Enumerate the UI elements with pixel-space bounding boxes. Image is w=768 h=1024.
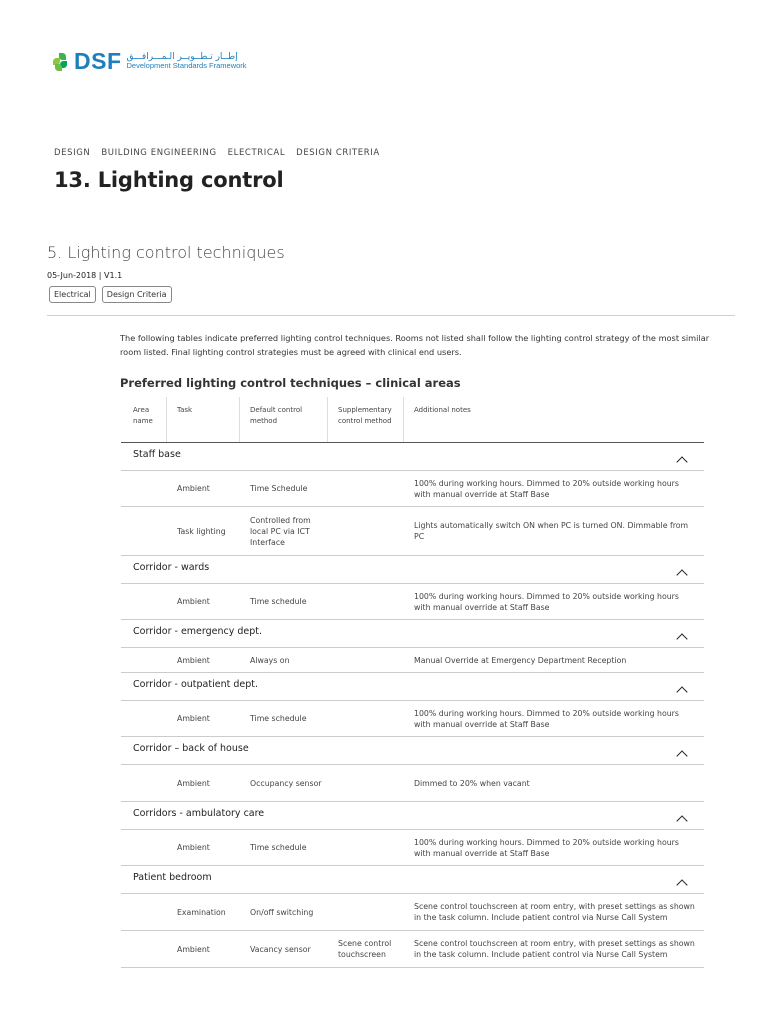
cell-default-control: Vacancy sensor (250, 944, 311, 954)
chevron-up-icon[interactable] (676, 750, 687, 761)
table-header (121, 397, 704, 443)
dsf-logo[interactable] (53, 50, 247, 73)
cell-default-control: Time schedule (250, 714, 307, 723)
tag-list (49, 286, 172, 303)
group-row-corridor-outpatient[interactable] (121, 673, 704, 701)
breadcrumb-item-building-engineering[interactable]: BUILDING ENGINEERING (101, 148, 217, 158)
group-row-corridor-back-of-house[interactable] (121, 737, 704, 765)
cell-task: Ambient (177, 484, 210, 493)
header-task: Task (167, 397, 240, 442)
group-name: Corridor - outpatient dept. (133, 679, 258, 690)
cell-notes: 100% during working hours. Dimmed to 20% outside working hours with manual override at Staff Base (414, 837, 679, 858)
cell-default-control: Occupancy sensor (250, 778, 322, 788)
cell-notes: Manual Override at Emergency Department Reception (414, 655, 627, 665)
section-title: 5. Lighting control techniques (47, 243, 285, 262)
cell-task: Ambient (177, 714, 210, 723)
table-row (121, 648, 704, 673)
cell-task: Ambient (177, 778, 210, 788)
cell-notes: 100% during working hours. Dimmed to 20% outside working hours with manual override at Staff Base (414, 478, 679, 499)
divider (47, 315, 735, 316)
group-name: Corridor – back of house (133, 743, 249, 754)
group-row-corridors-ambulatory[interactable] (121, 802, 704, 830)
chevron-up-icon[interactable] (676, 633, 687, 644)
header-area-name: Area name (121, 397, 167, 442)
group-name: Corridor - wards (133, 562, 210, 573)
logo-arabic-text: إطــار تـطــويــر الـمـــرافـــق (126, 51, 238, 62)
cell-default-control: On/off switching (250, 907, 314, 917)
breadcrumb (54, 148, 380, 158)
cell-default-control: Time schedule (250, 597, 307, 606)
table-row (121, 584, 704, 620)
table-row (121, 701, 704, 737)
cell-default-control: Time Schedule (250, 484, 308, 493)
breadcrumb-item-electrical[interactable]: ELECTRICAL (227, 148, 286, 158)
cell-default-control: Always on (250, 655, 290, 665)
cell-notes: Dimmed to 20% when vacant (414, 778, 530, 788)
chevron-up-icon[interactable] (676, 456, 687, 467)
group-row-patient-bedroom[interactable] (121, 866, 704, 894)
chevron-up-icon[interactable] (676, 879, 687, 890)
group-name: Patient bedroom (133, 872, 212, 883)
cell-task: Task lighting (177, 526, 226, 536)
cell-notes: 100% during working hours. Dimmed to 20% outside working hours with manual override at Staff Base (414, 708, 679, 729)
header-supplementary-control: Supplementary control method (328, 397, 404, 442)
table-row (121, 894, 704, 931)
logo-english-text: Development Standards Framework (126, 61, 247, 71)
cell-default-control: Controlled from local PC via ICT Interface (250, 515, 311, 547)
table-title: Preferred lighting control techniques – clinical areas (120, 376, 461, 390)
group-row-staff-base[interactable] (121, 443, 704, 471)
cell-task: Ambient (177, 843, 210, 852)
chevron-up-icon[interactable] (676, 815, 687, 826)
table-row (121, 765, 704, 802)
cell-task: Ambient (177, 944, 210, 954)
cell-notes: Scene control touchscreen at room entry, with preset settings as shown in the task column. Include patient control via Nurse Call System (414, 902, 695, 922)
header-default-control: Default control method (240, 397, 328, 442)
table-row (121, 507, 704, 556)
tag-design-criteria[interactable]: Design Criteria (102, 286, 172, 303)
cell-notes: Scene control touchscreen at room entry, with preset settings as shown in the task column. Include patient control via Nurse Call System (414, 939, 695, 959)
group-name: Staff base (133, 449, 181, 460)
header-additional-notes: Additional notes (414, 406, 471, 414)
cell-default-control: Time schedule (250, 843, 307, 852)
section-meta: 05-Jun-2018 | V1.1 (47, 271, 123, 280)
cell-task: Examination (177, 907, 226, 917)
table-row (121, 471, 704, 507)
chevron-up-icon[interactable] (676, 569, 687, 580)
cell-task: Ambient (177, 597, 210, 606)
tag-electrical[interactable]: Electrical (49, 286, 96, 303)
page-title: 13. Lighting control (54, 168, 284, 192)
table-row (121, 830, 704, 866)
table-row (121, 931, 704, 968)
chevron-up-icon[interactable] (676, 686, 687, 697)
logo-subtitle (127, 53, 247, 70)
cell-notes: Lights automatically switch ON when PC is turned ON. Dimmable from PC (414, 521, 689, 541)
group-name: Corridor - emergency dept. (133, 626, 263, 637)
group-row-corridor-wards[interactable] (121, 556, 704, 584)
lighting-control-table (121, 397, 704, 968)
cell-task: Ambient (177, 655, 210, 665)
cell-notes: 100% during working hours. Dimmed to 20% outside working hours with manual override at Staff Base (414, 591, 679, 612)
logo-text: DSF (74, 48, 122, 74)
breadcrumb-item-design[interactable]: DESIGN (54, 148, 91, 158)
cell-supplementary-control: Scene control touchscreen (338, 939, 392, 959)
intro-text: The following tables indicate preferred lighting control techniques. Rooms not listed shall follow the lighting control strategy of the most similar room listed. Final lighting control strategies must be agreed with clinical end users. (120, 333, 710, 357)
breadcrumb-item-design-criteria[interactable]: DESIGN CRITERIA (296, 148, 380, 158)
group-name: Corridors - ambulatory care (133, 808, 265, 819)
dsf-leaf-icon (53, 53, 69, 71)
group-row-corridor-emergency[interactable] (121, 620, 704, 648)
